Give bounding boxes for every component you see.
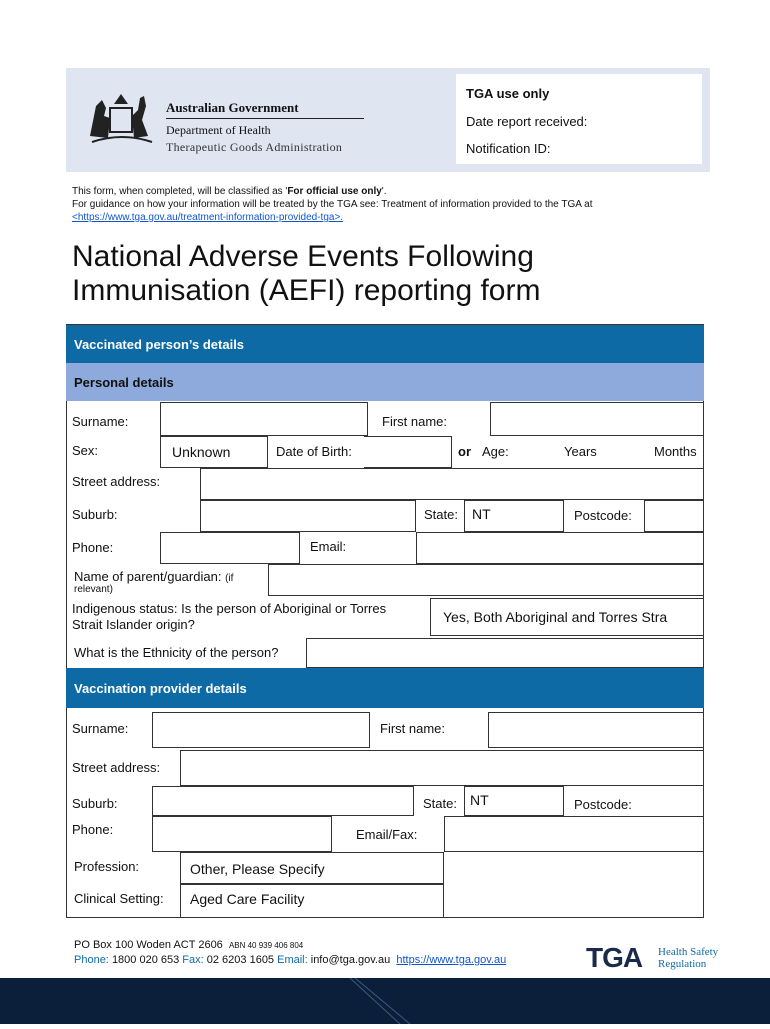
logo-sub-2: Regulation	[658, 958, 707, 970]
gov-title: Australian Government	[166, 100, 299, 115]
postcode-input[interactable]	[644, 500, 704, 532]
classification-notice	[72, 185, 712, 224]
page-title	[72, 240, 540, 308]
clinical-setting-label: Clinical Setting:	[74, 891, 164, 906]
street-label: Street address:	[72, 474, 161, 489]
state-value: NT	[472, 506, 491, 522]
tga-logo-subtitle	[658, 946, 718, 970]
notice-text-end: '.	[381, 186, 387, 197]
logo-sub-1: Health Safety	[658, 946, 719, 958]
provider-suburb-input[interactable]	[152, 786, 414, 816]
provider-surname-label: Surname:	[72, 721, 129, 736]
personal-details-band: Personal details	[66, 363, 704, 401]
ethnicity-label: What is the Ethnicity of the person?	[74, 645, 279, 660]
indigenous-label	[72, 601, 386, 633]
footer-bar	[0, 978, 770, 1024]
state-label: State:	[424, 507, 458, 522]
provider-state-value: NT	[470, 792, 489, 808]
title-line-1: National Adverse Events Following	[72, 240, 534, 273]
or-label: or	[458, 444, 471, 459]
parent-note: (if	[225, 573, 234, 584]
treatment-info-link[interactable]: <https://www.tga.gov.au/treatment-information-provided-tga>.	[72, 212, 344, 223]
agency-name: Therapeutic Goods Administration	[166, 140, 343, 154]
postal-address	[74, 939, 303, 951]
phone-input[interactable]	[160, 532, 300, 564]
postcode-label: Postcode:	[574, 508, 632, 523]
profession-value: Other, Please Specify	[190, 861, 325, 877]
indigenous-label-1: Indigenous status: Is the person of Aboriginal or Torres	[72, 601, 387, 616]
suburb-input[interactable]	[200, 500, 416, 532]
provider-emailfax-label: Email/Fax:	[356, 827, 418, 842]
provider-band: Vaccination provider details	[66, 668, 704, 708]
vaccinated-person-band: Vaccinated person’s details	[66, 325, 704, 363]
indigenous-label-2: Strait Islander origin?	[72, 617, 195, 632]
tga-use-only-box	[456, 74, 702, 164]
provider-street-input[interactable]	[180, 750, 704, 786]
provider-emailfax-input[interactable]	[444, 816, 704, 852]
provider-firstname-label: First name:	[380, 721, 446, 736]
phone-label: Phone:	[72, 540, 114, 555]
clinical-setting-value: Aged Care Facility	[190, 891, 305, 907]
guidance-text: For guidance on how your information will be treated by the TGA see: Treatment of information provided to the TGA at	[72, 199, 593, 210]
indigenous-select[interactable]	[430, 598, 704, 636]
notification-id-label: Notification ID:	[466, 141, 551, 156]
tga-logo: TGA	[586, 942, 643, 973]
fax-number: 02 6203 1605	[206, 954, 275, 966]
ethnicity-input[interactable]	[306, 638, 704, 668]
firstname-label: First name:	[382, 414, 448, 429]
email-address: info@tga.gov.au	[310, 954, 391, 966]
parent-input[interactable]	[268, 564, 704, 596]
email-label: Email:	[310, 539, 347, 554]
notice-bold: For official use only	[287, 186, 382, 197]
provider-suburb-label: Suburb:	[72, 796, 118, 811]
parent-label	[74, 569, 233, 584]
profession-label: Profession:	[74, 859, 140, 874]
email-input[interactable]	[416, 532, 704, 564]
surname-input[interactable]	[160, 402, 368, 436]
tga-use-only-heading: TGA use only	[466, 86, 550, 101]
parent-note-2: relevant)	[74, 584, 113, 595]
phone-number: 1800 020 653	[111, 954, 180, 966]
email-caption: Email:	[277, 954, 308, 966]
date-received-label: Date report received:	[466, 114, 588, 129]
fax-caption: Fax:	[182, 954, 204, 966]
website-link[interactable]: https://www.tga.gov.au	[396, 954, 507, 966]
suburb-label: Suburb:	[72, 507, 118, 522]
provider-phone-input[interactable]	[152, 816, 332, 852]
parent-label-text: Name of parent/guardian:	[74, 569, 222, 584]
notice-text: This form, when completed, will be classified as '	[72, 186, 288, 197]
footer-decoration	[0, 978, 770, 1024]
provider-phone-label: Phone:	[72, 822, 114, 837]
firstname-input[interactable]	[490, 402, 704, 436]
provider-street-label: Street address:	[72, 760, 161, 775]
title-line-2: Immunisation (AEFI) reporting form	[72, 274, 541, 307]
years-label: Years	[564, 444, 597, 459]
abn-text: ABN 40 939 406 804	[228, 941, 304, 950]
department-name: Department of Health	[166, 123, 271, 137]
indigenous-value: Yes, Both Aboriginal and Torres Stra	[443, 609, 668, 625]
phone-caption: Phone:	[74, 954, 109, 966]
street-input[interactable]	[200, 468, 704, 500]
provider-postcode-label: Postcode:	[574, 797, 632, 812]
contact-line	[74, 954, 506, 966]
provider-surname-input[interactable]	[152, 712, 370, 748]
address-text: PO Box 100 Woden ACT 2606	[74, 939, 223, 951]
surname-label: Surname:	[72, 414, 129, 429]
months-label: Months	[654, 444, 697, 459]
provider-firstname-input[interactable]	[488, 712, 704, 748]
dob-label: Date of Birth:	[276, 444, 352, 459]
sex-value: Unknown	[172, 444, 231, 460]
sex-label: Sex:	[72, 443, 99, 458]
coat-of-arms-icon	[82, 86, 162, 146]
age-label: Age:	[482, 444, 509, 459]
divider	[166, 118, 364, 119]
dob-input[interactable]	[364, 436, 452, 468]
provider-state-label: State:	[423, 796, 457, 811]
